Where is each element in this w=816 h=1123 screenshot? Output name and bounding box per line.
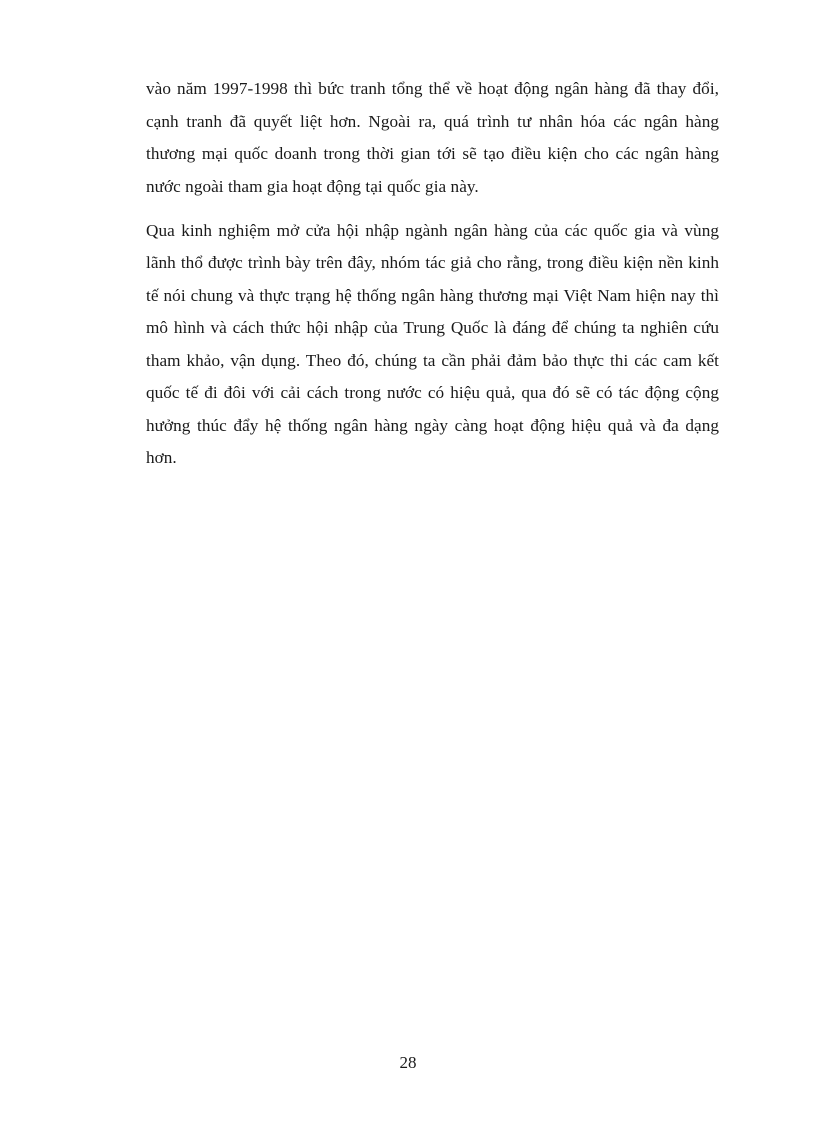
paragraph-line: nước ngoài tham gia hoạt động tại quốc gia này. bbox=[146, 176, 479, 196]
paragraph-line: Qua kinh nghiệm mở cửa hội nhập ngành ngân hàng của các quốc gia và vùng bbox=[146, 220, 719, 240]
paragraph-line: vào năm 1997-1998 thì bức tranh tổng thể về hoạt động ngân hàng đã thay đổi, bbox=[146, 79, 719, 98]
paragraph-spacer bbox=[146, 203, 719, 215]
paragraph-line: tham khảo, vận dụng. Theo đó, chúng ta cần phải đảm bảo thực thi các cam kết bbox=[146, 350, 719, 370]
paragraph-line: cạnh tranh đã quyết liệt hơn. Ngoài ra, quá trình tư nhân hóa các ngân hàng bbox=[146, 111, 719, 131]
paragraph-line: mô hình và cách thức hội nhập của Trung Quốc là đáng để chúng ta nghiên cứu bbox=[146, 318, 719, 337]
body-text bbox=[146, 73, 719, 475]
paragraph-line: hơn. bbox=[146, 448, 177, 467]
paragraph-line: quốc tế đi đôi với cải cách trong nước có hiệu quả, qua đó sẽ có tác động cộng bbox=[146, 383, 719, 402]
page-number: 28 bbox=[399, 1053, 417, 1072]
paragraph-line: lãnh thổ được trình bày trên đây, nhóm tác giả cho rằng, trong điều kiện nền kinh bbox=[146, 253, 719, 272]
paragraph-line: hưởng thúc đẩy hệ thống ngân hàng ngày càng hoạt động hiệu quả và đa dạng bbox=[146, 415, 719, 435]
paragraph-2 bbox=[146, 215, 719, 475]
paragraph-line: tế nói chung và thực trạng hệ thống ngân hàng thương mại Việt Nam hiện nay thì bbox=[146, 285, 719, 305]
paragraph-line: thương mại quốc doanh trong thời gian tới sẽ tạo điều kiện cho các ngân hàng bbox=[146, 144, 719, 163]
paragraph-1 bbox=[146, 73, 719, 203]
